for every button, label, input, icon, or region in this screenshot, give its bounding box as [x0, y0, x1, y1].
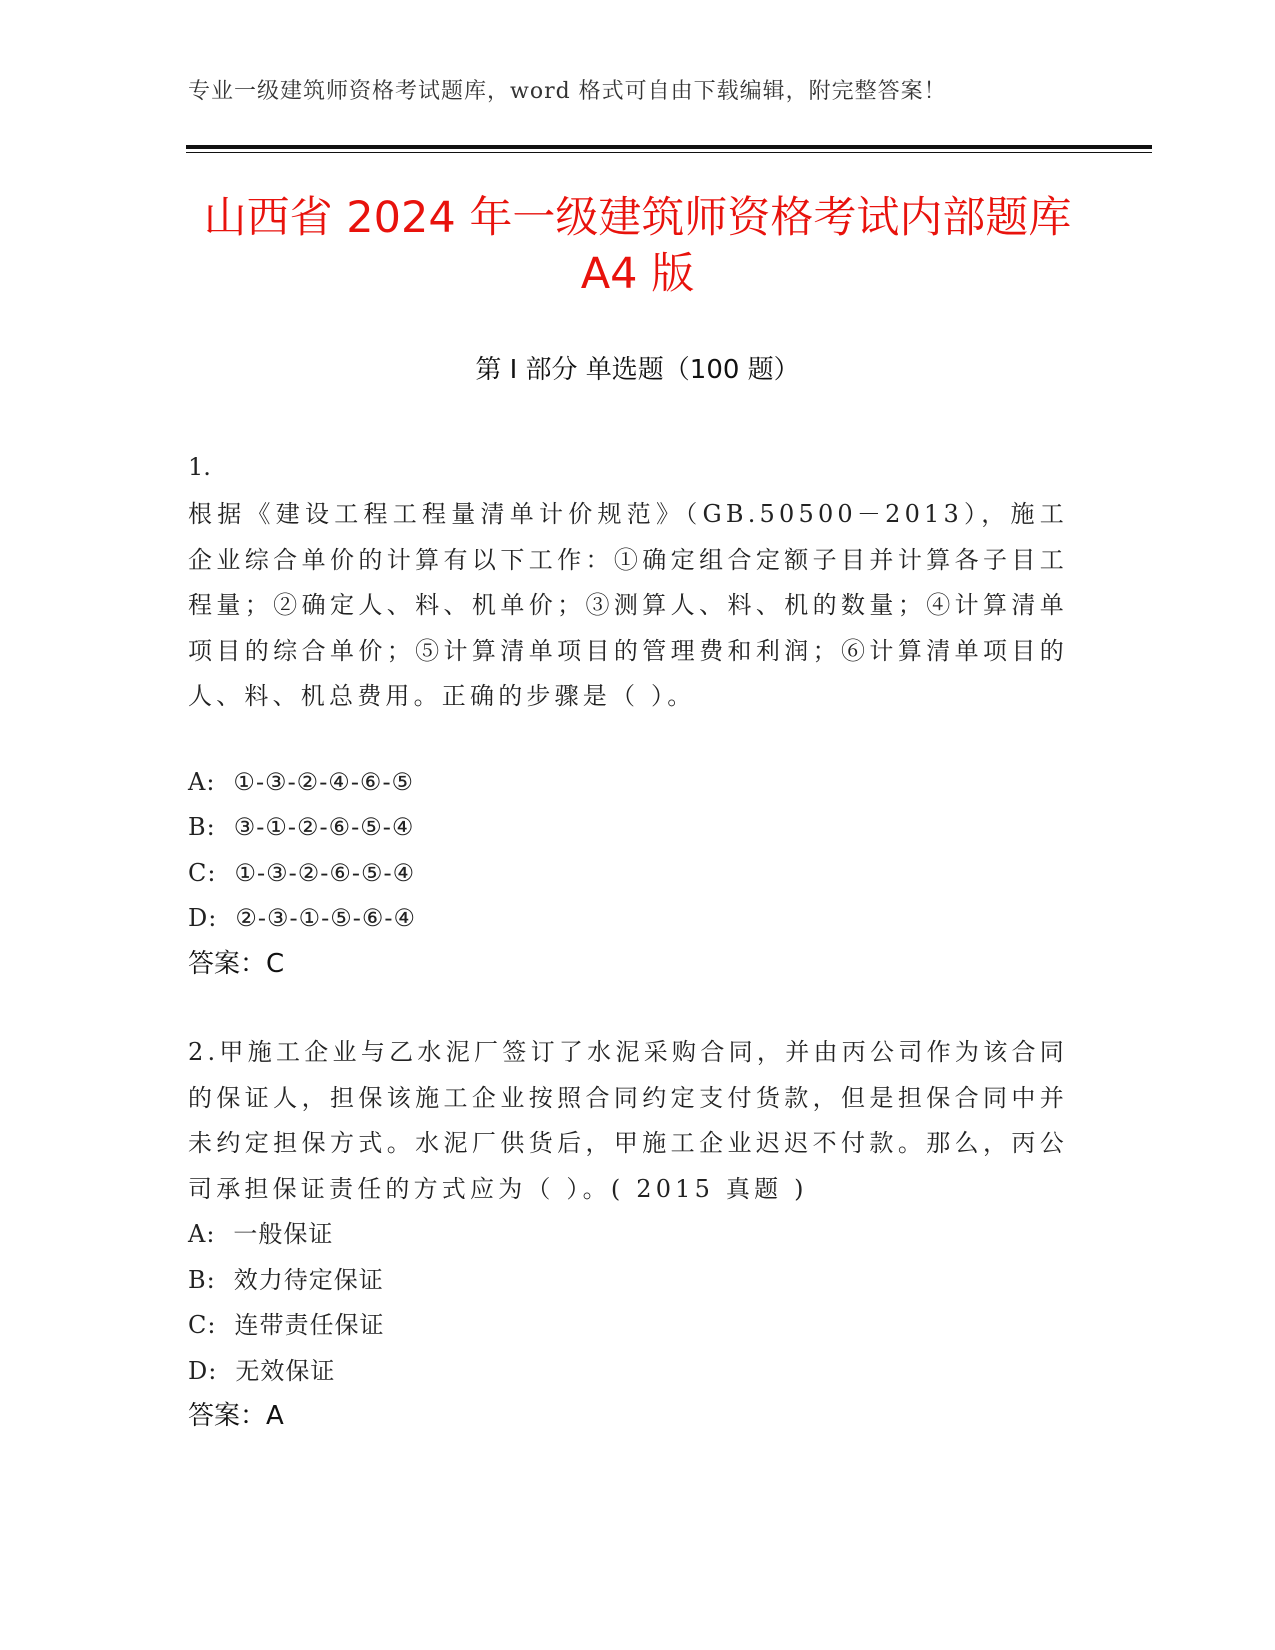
option-letter: C: — [188, 858, 217, 887]
header-note: 专业一级建筑师资格考试题库，word 格式可自由下载编辑，附完整答案！ — [188, 79, 947, 104]
option-letter: B: — [188, 1265, 216, 1294]
option-letter: D: — [188, 904, 218, 932]
option-c — [188, 851, 1068, 897]
option-text: ①-③-②-④-⑥-⑤ — [233, 767, 415, 796]
option-list — [188, 760, 1068, 942]
option-b — [188, 1258, 1068, 1304]
option-text: ①-③-②-⑥-⑤-④ — [234, 858, 416, 887]
option-letter: A: — [188, 1220, 216, 1248]
option-list — [188, 1212, 1068, 1394]
option-c — [188, 1303, 1068, 1349]
option-letter: B: — [188, 813, 216, 841]
option-letter: D: — [188, 1356, 218, 1385]
option-text: 一般保证 — [233, 1220, 334, 1248]
header-rule-thick — [186, 145, 1152, 149]
section-title: 第 I 部分 单选题（100 题） — [475, 355, 800, 385]
option-d — [188, 1349, 1068, 1395]
question-number: 2. — [188, 1038, 220, 1066]
option-text: 连带责任保证 — [234, 1311, 385, 1339]
option-a — [188, 1212, 1068, 1258]
option-letter: C: — [188, 1311, 217, 1339]
question-1 — [188, 445, 1068, 987]
option-b — [188, 805, 1068, 851]
answer: 答案：C — [188, 948, 285, 979]
option-a — [188, 760, 1068, 806]
header-rule-thin — [186, 152, 1152, 153]
option-d — [188, 896, 1068, 942]
question-number: 1. — [188, 453, 211, 481]
question-stem-text: 甲施工企业与乙水泥厂签订了水泥采购合同，并由丙公司作为该合同的保证人，担保该施工企业按照合同约定支付货款，但是担保合同中并未约定担保方式。水泥厂供货后，甲施工企业迟迟不付款。那么，丙公司承担保证责任的方式应为（ ）。( 2015 真题 ) — [188, 1038, 1068, 1203]
answer: 答案：A — [188, 1401, 284, 1431]
option-text: ②-③-①-⑤-⑥-④ — [235, 904, 416, 932]
option-text: 无效保证 — [235, 1356, 336, 1385]
document-title — [150, 190, 1125, 302]
option-text: 效力待定保证 — [233, 1265, 384, 1294]
title-line-1: 山西省 2024 年一级建筑师资格考试内部题库 — [203, 193, 1072, 243]
option-letter: A: — [188, 767, 216, 796]
question-2 — [188, 1030, 1068, 1439]
question-stem: 根据《建设工程工程量清单计价规范》（GB.50500－2013），施工企业综合单价的计算有以下工作：①确定组合定额子目并计算各子目工程量；②确定人、料、机单价；③测算人、料、机的数量；④计算清单项目的综合单价；⑤计算清单项目的管理费和利润；⑥计算清单项目的人、料、机总费用。正确的步骤是（ ）。 — [188, 500, 1068, 710]
option-text: ③-①-②-⑥-⑤-④ — [233, 813, 415, 841]
title-line-2: A4 版 — [580, 249, 695, 299]
question-stem — [188, 1030, 1068, 1212]
